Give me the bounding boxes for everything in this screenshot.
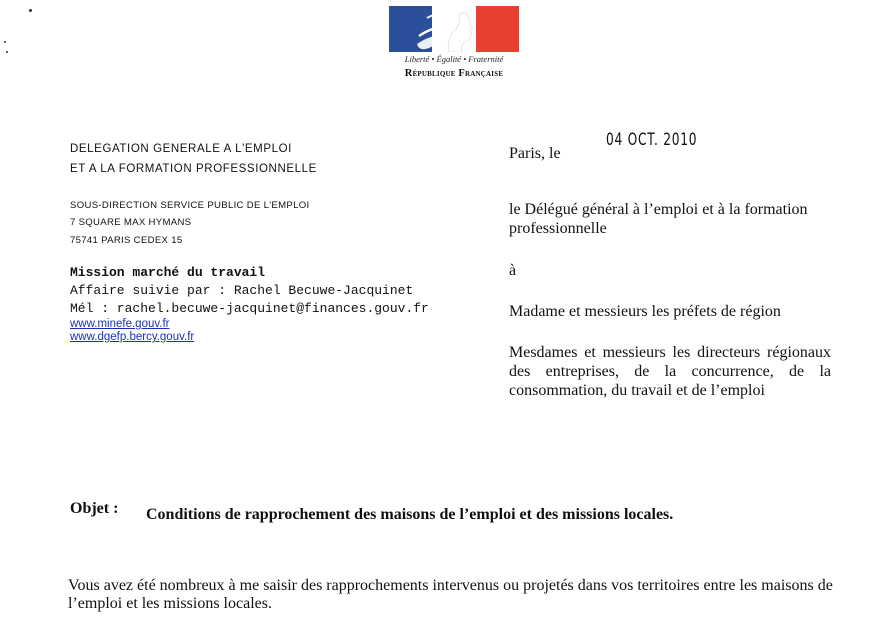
email-line: Mél : rachel.becuwe-jacquinet@finances.gouv.fr [70, 301, 429, 316]
date-stamp: 04 OCT. 2010 [606, 130, 698, 150]
recipient-preposition: à [509, 262, 517, 279]
link-minefe[interactable]: www.minefe.gouv.fr [70, 318, 170, 330]
scan-mark [29, 9, 32, 12]
republic-motto: Liberté • Égalité • Fraternité [404, 54, 504, 64]
recipient-directeurs: Mesdames et messieurs les directeurs régionaux des entreprises, de la concurrence, de la consommation, du travail et de l’emploi [509, 344, 831, 399]
city-address: 75741 PARIS CEDEX 15 [70, 235, 183, 246]
subdirection: SOUS-DIRECTION SERVICE PUBLIC DE L'EMPLOI [70, 200, 310, 211]
affaire-suivie: Affaire suivie par : Rachel Becuwe-Jacquinet [70, 283, 414, 298]
department-line-2: ET A LA FORMATION PROFESSIONNELLE [70, 163, 317, 175]
marianne-logo [386, 6, 522, 86]
marianne-flag-icon [389, 6, 519, 52]
scan-mark [4, 41, 6, 43]
republic-title: République Française [404, 68, 504, 79]
body-paragraph: Vous avez été nombreux à me saisir des rapprochements intervenus ou projetés dans vos territoires entre les maisons de l’emploi et les missions locales. [68, 577, 833, 612]
mission-title: Mission marché du travail [70, 265, 266, 280]
objet-text: Conditions de rapprochement des maisons de l’emploi et des missions locales. [146, 506, 674, 523]
place-label: Paris, le [509, 145, 561, 162]
sender-title: le Délégué général à l’emploi et à la formation professionnelle [509, 201, 808, 237]
department-line-1: DELEGATION GENERALE A L'EMPLOI [70, 143, 292, 155]
recipient-prefets: Madame et messieurs les préfets de région [509, 303, 781, 320]
objet-label: Objet : [70, 500, 119, 517]
street-address: 7 SQUARE MAX HYMANS [70, 217, 192, 228]
link-dgefp[interactable]: www.dgefp.bercy.gouv.fr [70, 331, 195, 343]
scan-mark [6, 51, 8, 53]
